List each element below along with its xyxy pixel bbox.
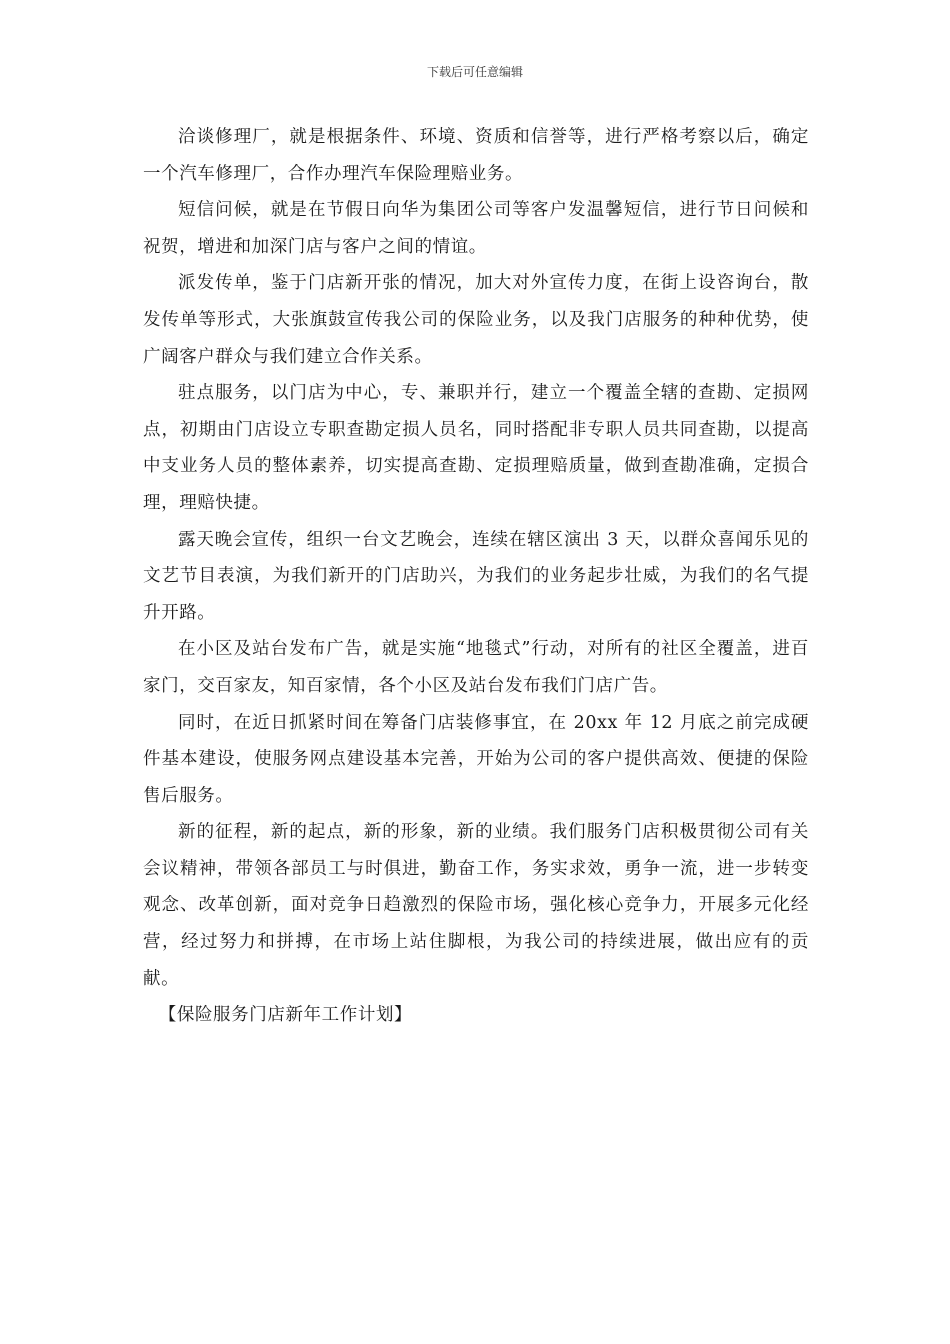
paragraph-sms-greeting: 短信问候，就是在节假日向华为集团公司等客户发温馨短信，进行节日问候和祝贺，增进和加深门店与客户之间的情谊。 [143, 200, 809, 257]
paragraph-onsite-service: 驻点服务，以门店为中心，专、兼职并行，建立一个覆盖全辖的查勘、定损网点，初期由门店设立专职查勘定损人员名，同时搭配非专职人员共同查勘，以提高中支业务人员的整体素养，切实提高查勘、定损理赔质量，做到查勘准确，定损合理，理赔快捷。 [143, 383, 809, 513]
paragraph-new-journey: 新的征程，新的起点，新的形象，新的业绩。我们服务门店积极贯彻公司有关会议精神，带领各部员工与时俱进，勤奋工作，务实求效，勇争一流，进一步转变观念、改革创新，面对竞争日趋激烈的保险市场，强化核心竞争力，开展多元化经营，经过努力和拼搏，在市场上站住脚根，为我公司的持续进展，做出应有的贡献。 [143, 822, 809, 989]
document-body [143, 119, 809, 1034]
closing-title: 【保险服务门店新年工作计划】 [158, 1005, 413, 1026]
paragraph-outdoor-show: 露天晚会宣传，组织一台文艺晚会，连续在辖区演出 3 天，以群众喜闻乐见的文艺节目表演，为我们新开的门店助兴，为我们的业务起步壮威，为我们的名气提升开路。 [143, 529, 809, 623]
paragraph-store-renovation: 同时，在近日抓紧时间在筹备门店装修事宜，在 20xx 年 12 月底之前完成硬件基本建设，使服务网点建设基本完善，开始为公司的客户提供高效、便捷的保险售后服务。 [143, 712, 809, 806]
paragraph-community-ads: 在小区及站台发布广告，就是实施“地毯式”行动，对所有的社区全覆盖，进百家门，交百家友，知百家情，各个小区及站台发布我们门店广告。 [143, 639, 809, 696]
paragraph-repair-shop: 洽谈修理厂，就是根据条件、环境、资质和信誉等，进行严格考察以后，确定一个汽车修理厂，合作办理汽车保险理赔业务。 [143, 127, 809, 184]
page-header-note: 下载后可任意编辑 [426, 65, 523, 79]
paragraph-flyers: 派发传单，鉴于门店新开张的情况，加大对外宣传力度，在街上设咨询台，散发传单等形式，大张旗鼓宣传我公司的保险业务，以及我门店服务的种种优势，使广阔客户群众与我们建立合作关系。 [143, 273, 809, 367]
